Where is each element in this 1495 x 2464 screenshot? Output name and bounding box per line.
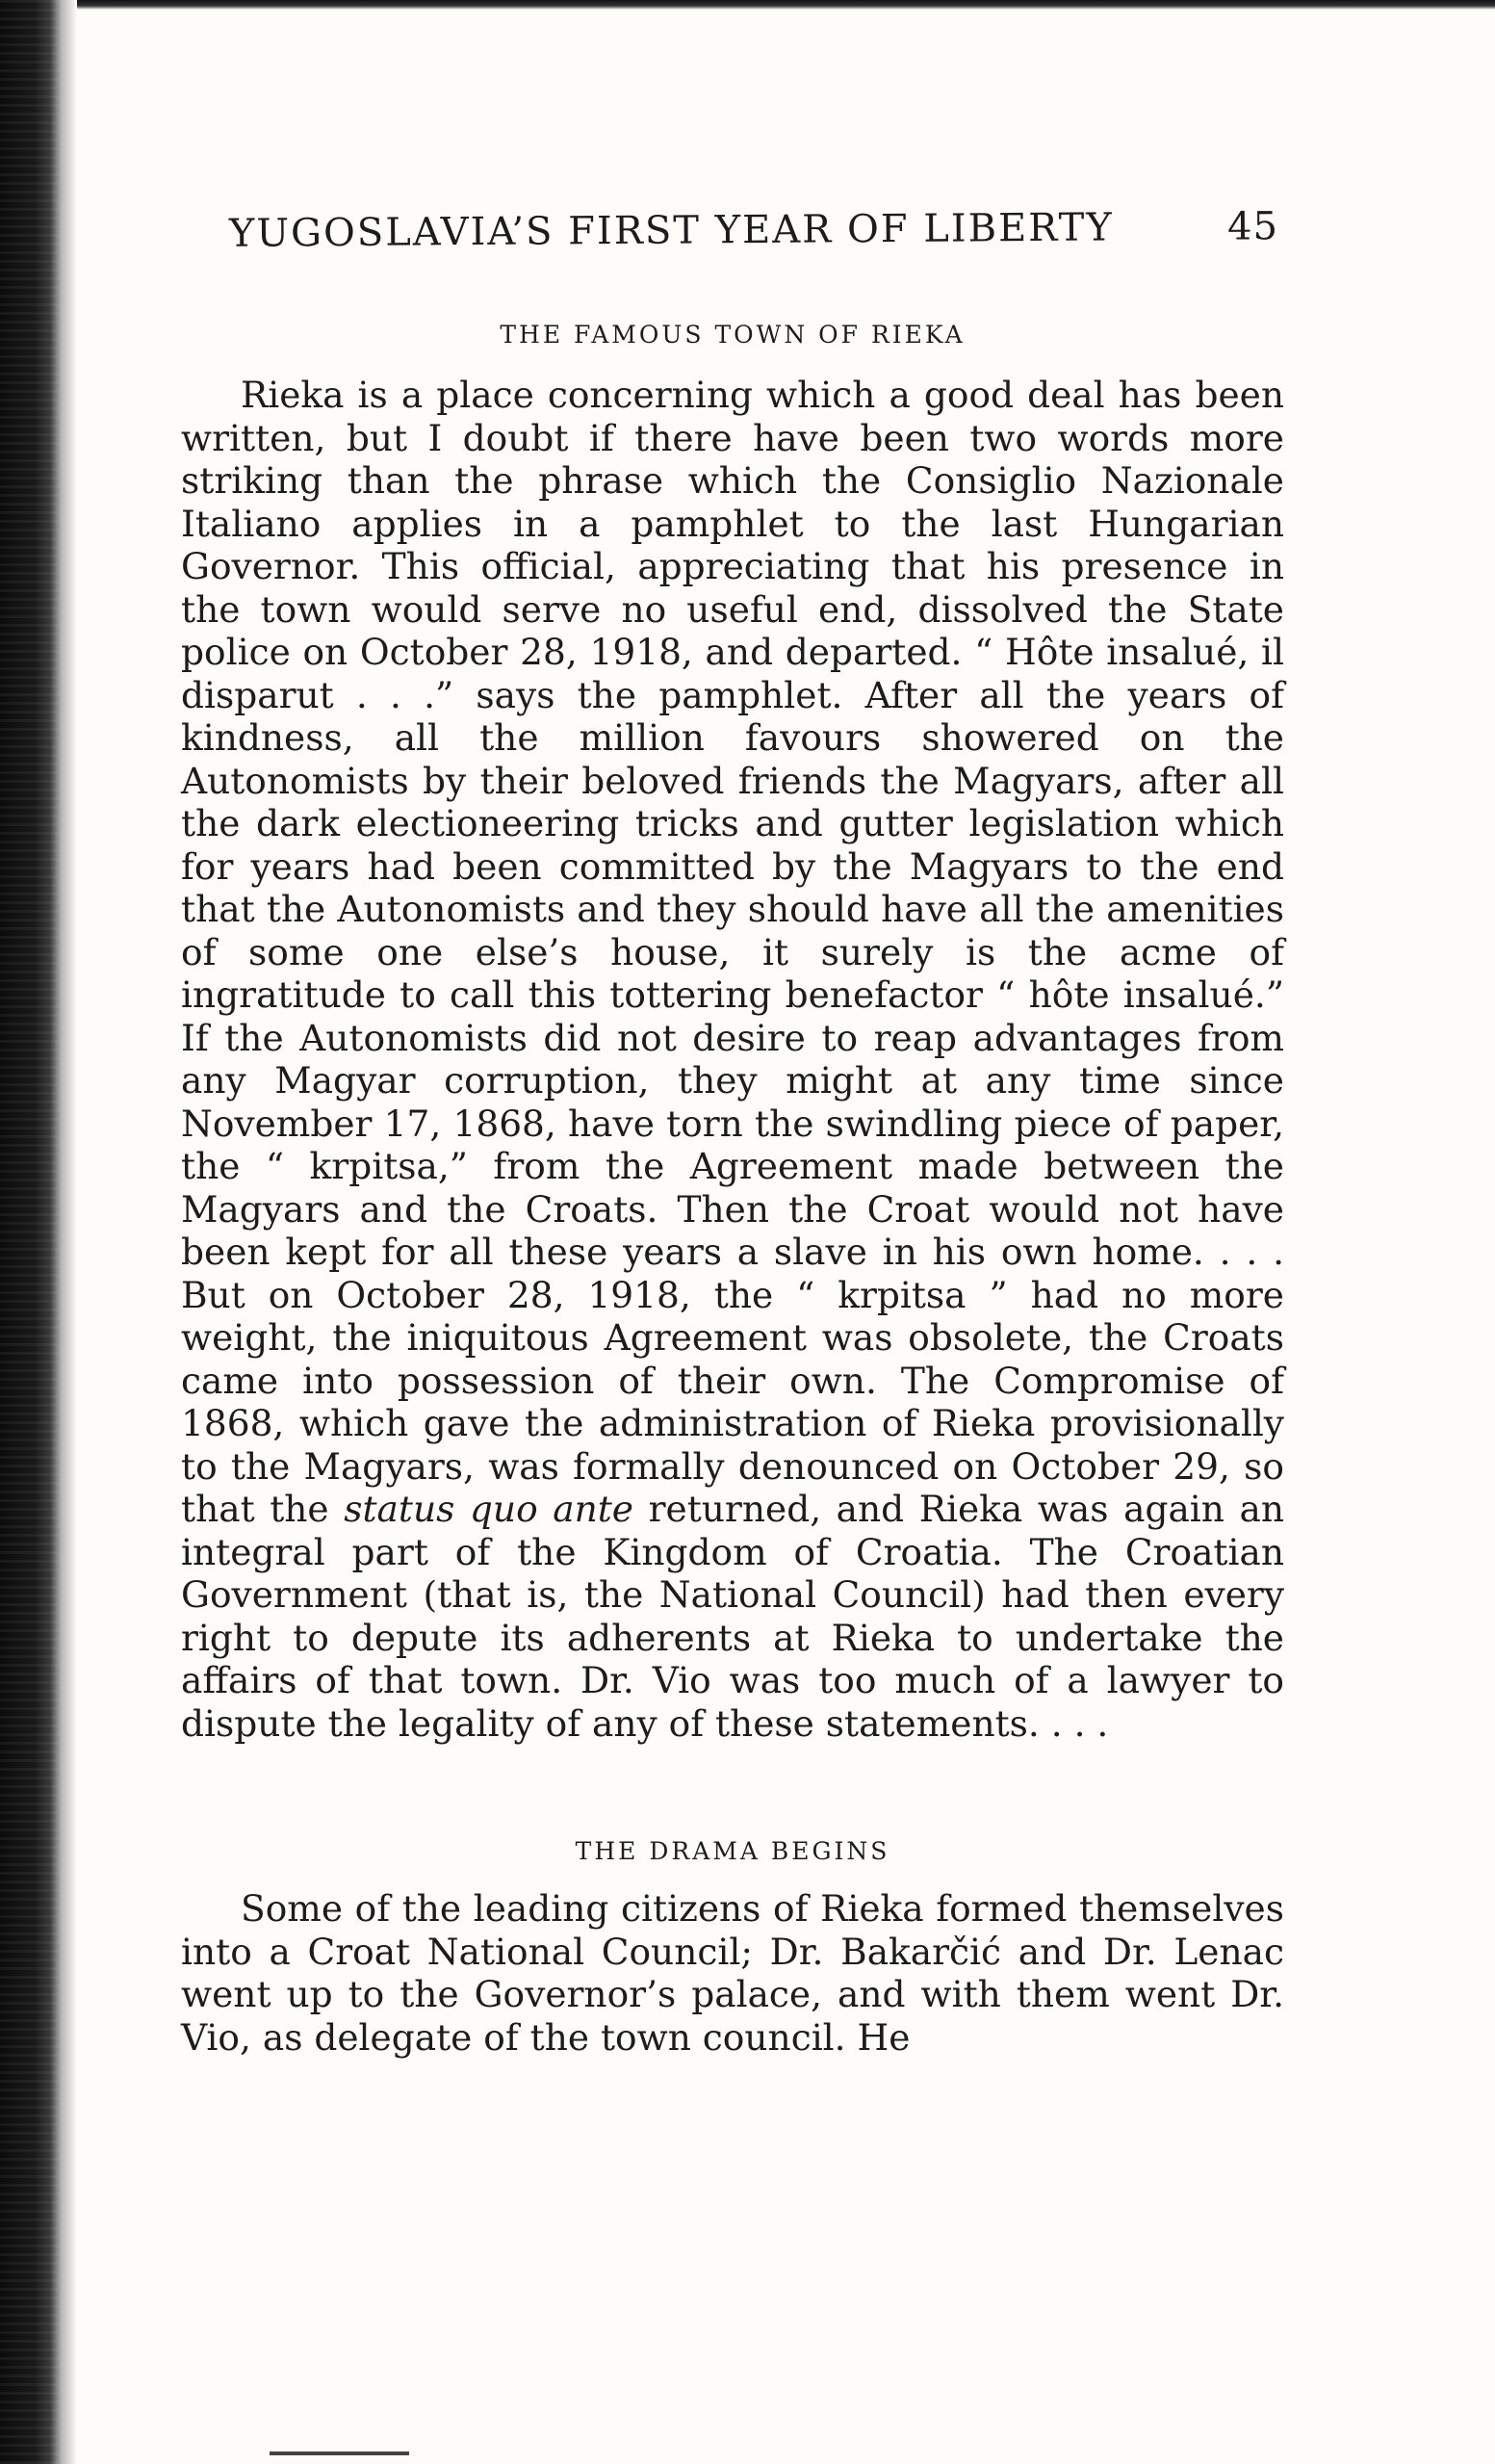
scan-artifact-mark (270, 2451, 409, 2455)
italic-phrase: status quo ante (344, 1488, 633, 1530)
paragraph-text-end: returned, and Rieka was again an integral part of the Kingdom of Croatia. The Croatian Government (that is, the National Council) had then every right to depute its adherents at Rieka to undertake the affairs of that town. Dr. Vio was too much of a lawyer to dispute the legality of any of these statements. . . . (181, 1488, 1285, 1745)
paragraph (181, 374, 1284, 1745)
section-body-famous-town (181, 374, 1284, 1745)
paragraph-text-start: Rieka is a place concerning which a good deal has been written, but I doubt if there have been two words more striking than the phrase which the Consiglio Nazionale Italiano applies in a pamphlet to the last Hungarian Governor. This official, appreciating that his presence in the town would serve no useful end, dissolved the State police on October 28, 1918, and departed. “ Hôte insalué, il disparut . . .” says the pamphlet. After all the years of kindness, all the million favours showered on the Autonomists by their beloved friends the Magyars, after all the dark electioneering tricks and gutter legislation which for years had been committed by the Magyars to the end that the Autonomists and they should have all the amenities of some one else’s house, it surely is the acme of ingratitude to call this tottering benefactor “ hôte insalué.” If the Autonomists did not desire to reap advantages from any Magyar corruption, they might at any time since November 17, 1868, have torn the swindling piece of paper, the “ krpitsa,” from the Agreement made between the Magyars and the Croats. Then the Croat would not have been kept for all these years a slave in his own home. . . . But on October 28, 1918, the “ krpitsa ” had no more weight, the iniquitous Agreement was obsolete, the Croats came into possession of their own. The Compromise of 1868, which gave the administration of Rieka provisionally to the Magyars, was formally denounced on October 29, so that the (181, 374, 1284, 1530)
page-number: 45 (1226, 204, 1279, 249)
section-heading-drama-begins: THE DRAMA BEGINS (575, 1837, 890, 1865)
page-top-edge (17, 0, 1495, 10)
section-body-drama-begins (181, 1887, 1284, 2059)
running-head (229, 204, 1278, 270)
running-head-title: YUGOSLAVIA’S FIRST YEAR OF LIBERTY (228, 205, 1114, 256)
section-heading-famous-town: THE FAMOUS TOWN OF RIEKA (500, 321, 966, 349)
paragraph: Some of the leading citizens of Rieka formed themselves into a Croat National Council; Dr. Bakarčić and Dr. Lenac went up to the Governor’s palace, and with them went Dr. Vio, as delegate of the town council. He (181, 1887, 1284, 2059)
spine-texture (0, 0, 58, 2464)
